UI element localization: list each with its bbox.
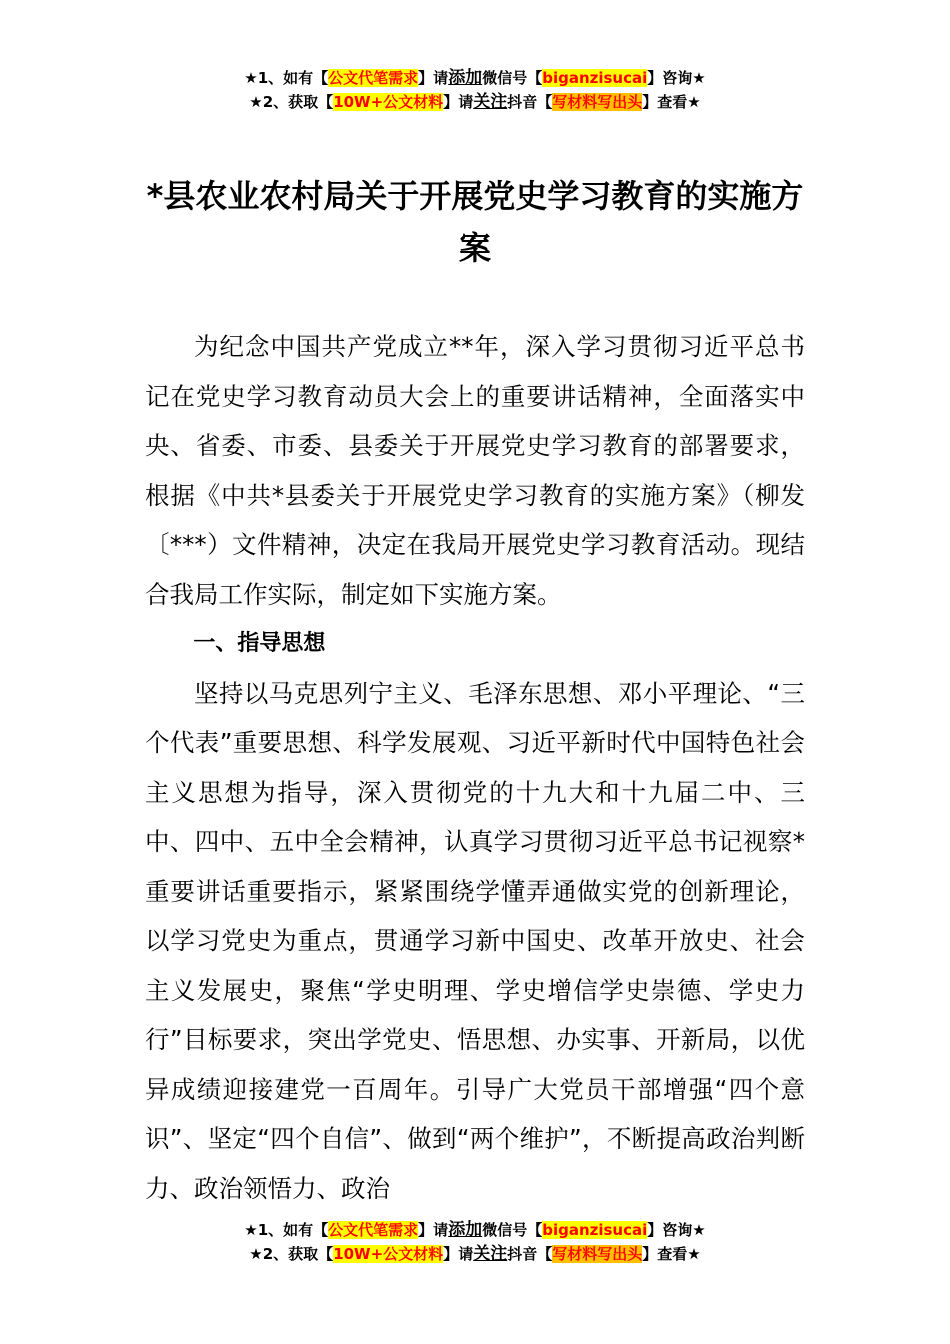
intro-paragraph: 为纪念中国共产党成立**年，深入学习贯彻习近平总书记在党史学习教育动员大会上的重要讲话精神，全面落实中央、省委、市委、县委关于开展党史学习教育的部署要求，根据《中共*县委关于开展党史学习教育的实施方案》（柳发〔***）文件精神，决定在我局开展党史学习教育活动。现结合我局工作实际，制定如下实施方案。 <box>145 332 805 609</box>
highlight-service: 公文代笔需求 <box>328 1221 419 1239</box>
highlight-materials: 10W+公文材料 <box>333 93 444 111</box>
banner-line-1: ★1、如有【公文代笔需求】请添加微信号【biganzisucai】咨询★ <box>244 1220 706 1240</box>
section-heading: 一、指导思想 <box>193 631 326 656</box>
banner-line-2: ★2、获取【10W+公文材料】请关注抖音【写材料写出头】查看★ <box>249 1244 701 1264</box>
section-paragraph: 坚持以马克思列宁主义、毛泽东思想、邓小平理论、“三个代表”重要思想、科学发展观、习近平新时代中国特色社会主义思想为指导，深入贯彻党的十九大和十九届二中、三中、四中、五中全会精神，认真学习贯彻习近平总书记视察*重要讲话重要指示，紧紧围绕学懂弄通做实党的创新理论，以学习党史为重点，贯通学习新中国史、改革开放史、社会主义发展史，聚焦“学史明理、学史增信学史崇德、学史力行”目标要求，突出学党史、悟思想、办实事、开新局，以优异成绩迎接建党一百周年。引导广大党员干部增强“四个意识”、坚定“四个自信”、做到“两个维护”，不断提高政治判断力、政治领悟力、政治 <box>145 678 805 1203</box>
banner-line-2: ★2、获取【10W+公文材料】请关注抖音【写材料写出头】查看★ <box>249 92 701 112</box>
document-body <box>145 322 805 1213</box>
footer-banner <box>0 1218 950 1266</box>
highlight-service: 公文代笔需求 <box>328 69 419 87</box>
highlight-materials: 10W+公文材料 <box>333 1245 444 1263</box>
highlight-douyin: 写材料写出头 <box>552 93 643 111</box>
banner-line-1: ★1、如有【公文代笔需求】请添加微信号【biganzisucai】咨询★ <box>244 68 706 88</box>
highlight-wechat-id: biganzisucai <box>542 1221 648 1239</box>
header-banner <box>0 66 950 114</box>
document-title: *县农业农村局关于开展党史学习教育的实施方案 <box>146 177 804 267</box>
highlight-wechat-id: biganzisucai <box>542 69 648 87</box>
highlight-douyin: 写材料写出头 <box>552 1245 643 1263</box>
